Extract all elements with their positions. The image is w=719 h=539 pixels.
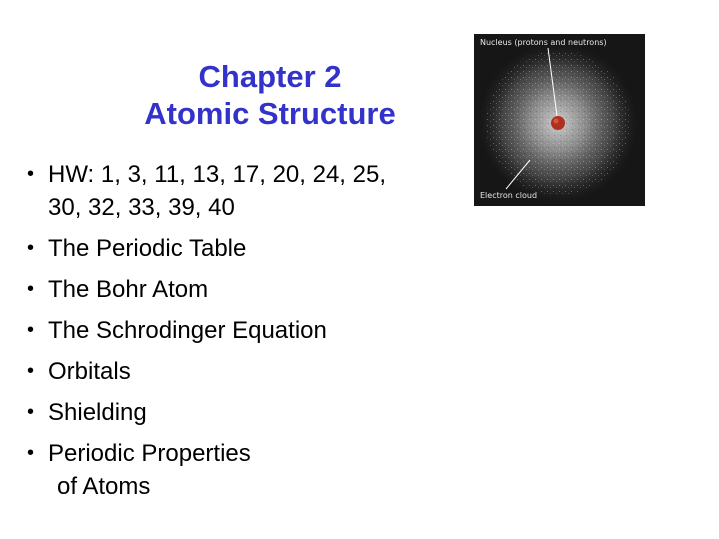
- slide-title: [110, 58, 430, 132]
- bullet-text: Shielding: [48, 399, 147, 426]
- list-item: [22, 314, 472, 347]
- list-item: [22, 158, 472, 224]
- bullet-text: The Bohr Atom: [48, 276, 209, 303]
- title-line-1: Chapter 2: [198, 59, 342, 94]
- atom-illustration: [474, 34, 645, 206]
- bullet-text: HW: 1, 3, 11, 13, 17, 20, 24, 25,: [48, 161, 386, 188]
- atom-figure: [474, 34, 645, 206]
- nucleus-label: Nucleus (protons and neutrons): [480, 38, 607, 47]
- bullet-text: The Schrodinger Equation: [48, 317, 327, 344]
- bullet-text-continued: 30, 32, 33, 39, 40: [48, 194, 235, 221]
- bullet-text: Orbitals: [48, 358, 131, 385]
- bullet-dot: •: [27, 163, 35, 185]
- bullet-text: The Periodic Table: [48, 235, 247, 262]
- bullet-text-continued: of Atoms: [57, 473, 151, 500]
- list-item: [22, 396, 472, 429]
- bullet-dot: •: [27, 360, 35, 382]
- list-item: [22, 437, 472, 503]
- nucleus: [551, 116, 565, 130]
- list-item: [22, 355, 472, 388]
- bullet-text: Periodic Properties: [48, 440, 251, 467]
- bullet-dot: •: [27, 319, 35, 341]
- title-line-2: Atomic Structure: [144, 96, 396, 131]
- bullet-dot: •: [27, 237, 35, 259]
- nucleus-highlight: [554, 119, 559, 124]
- list-item: [22, 232, 472, 265]
- bullet-dot: •: [27, 278, 35, 300]
- list-item: [22, 273, 472, 306]
- bullet-dot: •: [27, 442, 35, 464]
- electron-cloud-label: Electron cloud: [480, 191, 538, 200]
- bullet-dot: •: [27, 401, 35, 423]
- bullet-list: [22, 158, 472, 511]
